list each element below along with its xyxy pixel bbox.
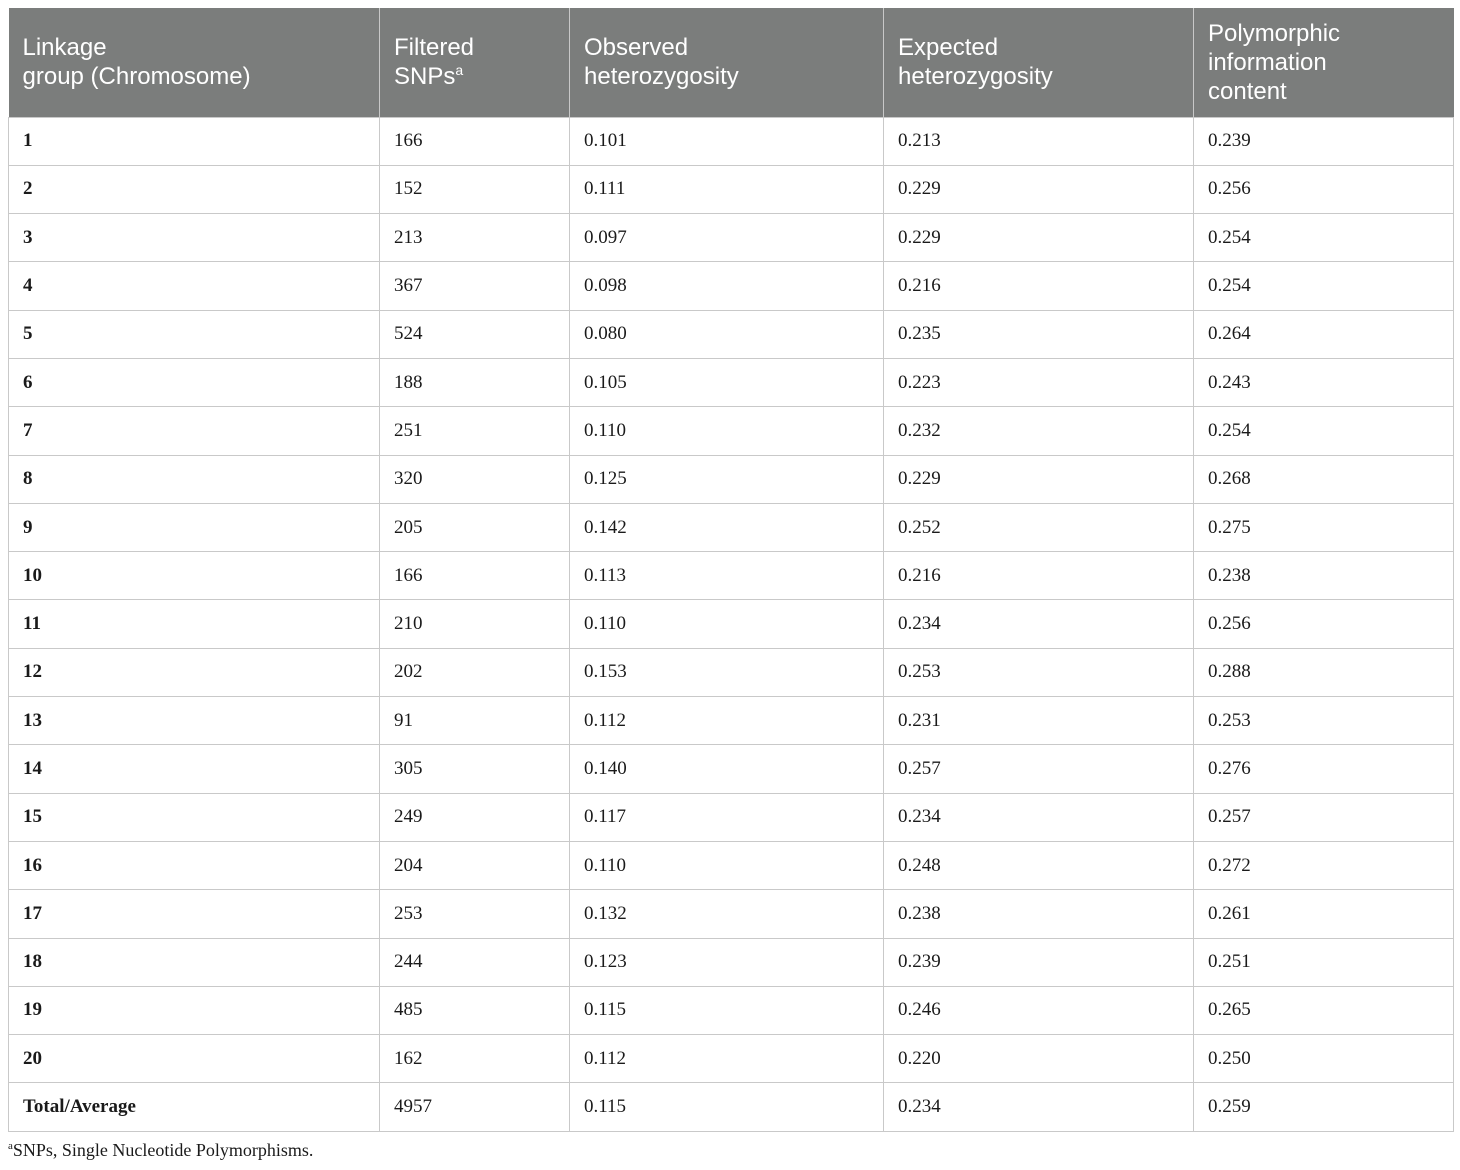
cell-linkage-group: 2 xyxy=(9,165,380,213)
cell-expected-het: 0.252 xyxy=(884,503,1194,551)
table-header-row xyxy=(9,8,1454,117)
cell-observed-het: 0.111 xyxy=(570,165,884,213)
cell-pic: 0.254 xyxy=(1194,214,1454,262)
cell-pic: 0.250 xyxy=(1194,1035,1454,1083)
table-row xyxy=(9,648,1454,696)
cell-pic: 0.238 xyxy=(1194,552,1454,600)
cell-pic: 0.254 xyxy=(1194,262,1454,310)
cell-linkage-group: 9 xyxy=(9,503,380,551)
table-row xyxy=(9,697,1454,745)
cell-filtered-snps: 4957 xyxy=(380,1083,570,1131)
cell-linkage-group: 12 xyxy=(9,648,380,696)
cell-linkage-group: 5 xyxy=(9,310,380,358)
cell-pic: 0.254 xyxy=(1194,407,1454,455)
cell-expected-het: 0.234 xyxy=(884,1083,1194,1131)
table-row xyxy=(9,407,1454,455)
header-expected-heterozygosity: Expected heterozygosity xyxy=(884,8,1194,117)
cell-filtered-snps: 213 xyxy=(380,214,570,262)
cell-pic: 0.243 xyxy=(1194,358,1454,406)
cell-filtered-snps: 485 xyxy=(380,986,570,1034)
cell-filtered-snps: 166 xyxy=(380,117,570,165)
header-pic: Polymorphic information content xyxy=(1194,8,1454,117)
table-row xyxy=(9,890,1454,938)
cell-expected-het: 0.213 xyxy=(884,117,1194,165)
cell-expected-het: 0.220 xyxy=(884,1035,1194,1083)
cell-expected-het: 0.257 xyxy=(884,745,1194,793)
cell-filtered-snps: 162 xyxy=(380,1035,570,1083)
data-table xyxy=(8,8,1454,1132)
header-observed-heterozygosity: Observed heterozygosity xyxy=(570,8,884,117)
cell-observed-het: 0.115 xyxy=(570,1083,884,1131)
cell-pic: 0.264 xyxy=(1194,310,1454,358)
cell-linkage-group: 4 xyxy=(9,262,380,310)
cell-pic: 0.256 xyxy=(1194,165,1454,213)
cell-expected-het: 0.235 xyxy=(884,310,1194,358)
cell-observed-het: 0.113 xyxy=(570,552,884,600)
cell-pic: 0.265 xyxy=(1194,986,1454,1034)
cell-filtered-snps: 205 xyxy=(380,503,570,551)
cell-observed-het: 0.140 xyxy=(570,745,884,793)
cell-pic: 0.268 xyxy=(1194,455,1454,503)
table-row xyxy=(9,793,1454,841)
cell-linkage-group: 7 xyxy=(9,407,380,455)
cell-observed-het: 0.132 xyxy=(570,890,884,938)
cell-linkage-group: 3 xyxy=(9,214,380,262)
cell-observed-het: 0.117 xyxy=(570,793,884,841)
cell-expected-het: 0.229 xyxy=(884,455,1194,503)
table-footnote: $^a$SNPs, Single Nucleotide Polymorphisms. xyxy=(8,1140,314,1160)
header-filtered-snps: Filtered SNPs$^a$ xyxy=(380,8,570,117)
cell-filtered-snps: 305 xyxy=(380,745,570,793)
header-linkage-group: Linkage group (Chromosome) xyxy=(9,8,380,117)
cell-expected-het: 0.231 xyxy=(884,697,1194,745)
cell-expected-het: 0.239 xyxy=(884,938,1194,986)
cell-pic: 0.253 xyxy=(1194,697,1454,745)
cell-linkage-group: 14 xyxy=(9,745,380,793)
cell-linkage-group: 6 xyxy=(9,358,380,406)
cell-expected-het: 0.234 xyxy=(884,600,1194,648)
cell-linkage-group: 13 xyxy=(9,697,380,745)
cell-filtered-snps: 210 xyxy=(380,600,570,648)
cell-filtered-snps: 202 xyxy=(380,648,570,696)
cell-observed-het: 0.110 xyxy=(570,841,884,889)
cell-pic: 0.256 xyxy=(1194,600,1454,648)
cell-filtered-snps: 204 xyxy=(380,841,570,889)
cell-filtered-snps: 367 xyxy=(380,262,570,310)
table-row xyxy=(9,503,1454,551)
cell-observed-het: 0.123 xyxy=(570,938,884,986)
cell-filtered-snps: 320 xyxy=(380,455,570,503)
table-row xyxy=(9,986,1454,1034)
cell-linkage-group: 20 xyxy=(9,1035,380,1083)
cell-expected-het: 0.216 xyxy=(884,262,1194,310)
table-row xyxy=(9,262,1454,310)
table-row xyxy=(9,1035,1454,1083)
cell-expected-het: 0.253 xyxy=(884,648,1194,696)
cell-pic: 0.251 xyxy=(1194,938,1454,986)
cell-observed-het: 0.125 xyxy=(570,455,884,503)
cell-linkage-group: 1 xyxy=(9,117,380,165)
cell-pic: 0.272 xyxy=(1194,841,1454,889)
cell-observed-het: 0.110 xyxy=(570,600,884,648)
table-row xyxy=(9,117,1454,165)
cell-observed-het: 0.112 xyxy=(570,1035,884,1083)
cell-filtered-snps: 91 xyxy=(380,697,570,745)
table-row xyxy=(9,165,1454,213)
cell-pic: 0.257 xyxy=(1194,793,1454,841)
cell-pic: 0.288 xyxy=(1194,648,1454,696)
cell-observed-het: 0.153 xyxy=(570,648,884,696)
cell-linkage-group: 8 xyxy=(9,455,380,503)
cell-pic: 0.239 xyxy=(1194,117,1454,165)
cell-linkage-group: Total/Average xyxy=(9,1083,380,1131)
cell-filtered-snps: 251 xyxy=(380,407,570,455)
cell-observed-het: 0.105 xyxy=(570,358,884,406)
cell-expected-het: 0.229 xyxy=(884,165,1194,213)
cell-linkage-group: 11 xyxy=(9,600,380,648)
cell-observed-het: 0.115 xyxy=(570,986,884,1034)
table-row xyxy=(9,745,1454,793)
cell-linkage-group: 16 xyxy=(9,841,380,889)
cell-filtered-snps: 249 xyxy=(380,793,570,841)
cell-observed-het: 0.142 xyxy=(570,503,884,551)
cell-expected-het: 0.238 xyxy=(884,890,1194,938)
cell-observed-het: 0.098 xyxy=(570,262,884,310)
cell-expected-het: 0.216 xyxy=(884,552,1194,600)
table-row xyxy=(9,600,1454,648)
cell-linkage-group: 19 xyxy=(9,986,380,1034)
cell-pic: 0.259 xyxy=(1194,1083,1454,1131)
cell-filtered-snps: 524 xyxy=(380,310,570,358)
cell-observed-het: 0.097 xyxy=(570,214,884,262)
cell-observed-het: 0.080 xyxy=(570,310,884,358)
cell-expected-het: 0.223 xyxy=(884,358,1194,406)
cell-filtered-snps: 188 xyxy=(380,358,570,406)
cell-expected-het: 0.234 xyxy=(884,793,1194,841)
cell-observed-het: 0.112 xyxy=(570,697,884,745)
table-row xyxy=(9,1083,1454,1131)
cell-linkage-group: 15 xyxy=(9,793,380,841)
table-row xyxy=(9,552,1454,600)
cell-filtered-snps: 253 xyxy=(380,890,570,938)
cell-filtered-snps: 152 xyxy=(380,165,570,213)
cell-expected-het: 0.246 xyxy=(884,986,1194,1034)
cell-linkage-group: 10 xyxy=(9,552,380,600)
cell-observed-het: 0.110 xyxy=(570,407,884,455)
cell-expected-het: 0.229 xyxy=(884,214,1194,262)
table-row xyxy=(9,358,1454,406)
cell-observed-het: 0.101 xyxy=(570,117,884,165)
cell-linkage-group: 17 xyxy=(9,890,380,938)
cell-pic: 0.276 xyxy=(1194,745,1454,793)
table-row xyxy=(9,841,1454,889)
table-row xyxy=(9,455,1454,503)
cell-filtered-snps: 166 xyxy=(380,552,570,600)
cell-expected-het: 0.232 xyxy=(884,407,1194,455)
table-row xyxy=(9,310,1454,358)
cell-expected-het: 0.248 xyxy=(884,841,1194,889)
cell-pic: 0.261 xyxy=(1194,890,1454,938)
table-row xyxy=(9,938,1454,986)
cell-linkage-group: 18 xyxy=(9,938,380,986)
cell-pic: 0.275 xyxy=(1194,503,1454,551)
cell-filtered-snps: 244 xyxy=(380,938,570,986)
table-row xyxy=(9,214,1454,262)
